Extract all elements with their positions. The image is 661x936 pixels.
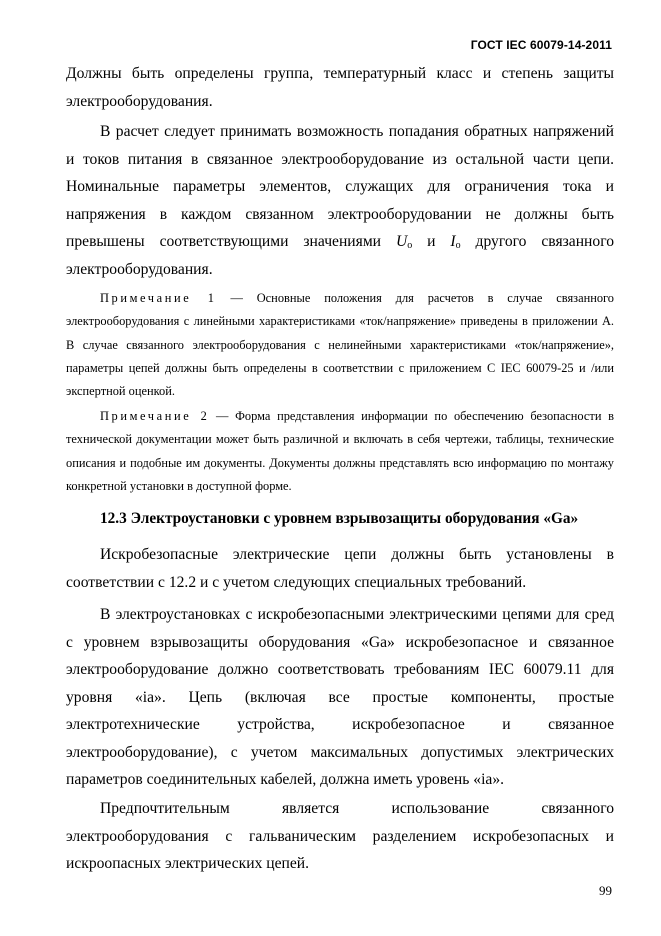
paragraph-text: Должны быть определены группа, температурный класс и степень защиты электрооборудования. bbox=[66, 65, 614, 110]
note-text: Форма представления информации по обеспечению безопасности в технической документации может быть различной и включать в себя чертежи, таблицы, технические описания и подобные им документы. Документы должны представлять всю информацию по монтажу конкретной установки в доступной форме. bbox=[66, 409, 614, 493]
paragraph-intrinsic-circuits bbox=[66, 541, 614, 596]
current-symbol: I bbox=[450, 233, 456, 250]
text-segment: и bbox=[412, 233, 451, 250]
standard-header: ГОСТ IEC 60079-14-2011 bbox=[470, 38, 612, 52]
paragraph-text bbox=[66, 118, 614, 283]
text-segment: другого связанного электрооборудования. bbox=[66, 233, 614, 278]
page-number: 99 bbox=[599, 883, 612, 898]
note-dash: — bbox=[209, 409, 236, 423]
section-heading: 12.3 Электроустановки с уровнем взрывозащиты оборудования «Ga» bbox=[100, 510, 579, 527]
paragraph-text: В электроустановках с искробезопасными электрическими цепями для сред с уровнем взрывозащиты оборудования «Ga» искробезопасное и связанное электрооборудование должно соответствовать требованиям IEC 60079.11 для уровня «ia». Цепь (включая все простые компоненты, простые электротехнические устройства, искробезопасное и связанное электрооборудование), с учетом максимальных допустимых электрических параметров соединительных кабелей, должна иметь уровень «ia». bbox=[66, 606, 614, 788]
text-segment: В расчет следует принимать возможность попадания обратных напряжений и токов питания в связанное электрооборудование из остальной части цепи. Номинальные параметры элементов, служащих для ограничения тока и напряжения в каждом связанном электрооборудовании не должны быть превышены соответствующими значениями bbox=[66, 123, 614, 250]
note-1 bbox=[66, 287, 614, 403]
current-subscript: o bbox=[455, 240, 461, 251]
voltage-symbol: U bbox=[395, 233, 408, 250]
paragraph-text: Предпочтительным является использование связанного электрооборудования с гальваническим разделением искробезопасных и искроопасных электрических цепей. bbox=[66, 800, 614, 872]
paragraph-calculation bbox=[66, 118, 614, 283]
voltage-subscript: o bbox=[407, 240, 413, 251]
note-label: Примечание 2 bbox=[100, 409, 210, 423]
note-dash: — bbox=[216, 291, 257, 305]
paragraph-text: Искробезопасные электрические цепи должны быть установлены в соответствии с 12.2 и с учетом следующих специальных требований. bbox=[66, 546, 614, 591]
paragraph-ga-requirements bbox=[66, 601, 614, 794]
paragraph-classification bbox=[66, 60, 614, 115]
note-text: Основные положения для расчетов в случае связанного электрооборудования с линейными характеристиками «ток/напряжение» приведены в приложении А. В случае связанного электрооборудования с нелинейными характеристиками «ток/напряжение», параметры цепей должны быть определены в соответствии с приложением С IEC 60079-25 и /или экспертной оценкой. bbox=[66, 291, 614, 399]
paragraph-galvanic-isolation bbox=[66, 795, 614, 878]
note-2 bbox=[66, 405, 614, 498]
note-label: Примечание 1 bbox=[100, 291, 217, 305]
